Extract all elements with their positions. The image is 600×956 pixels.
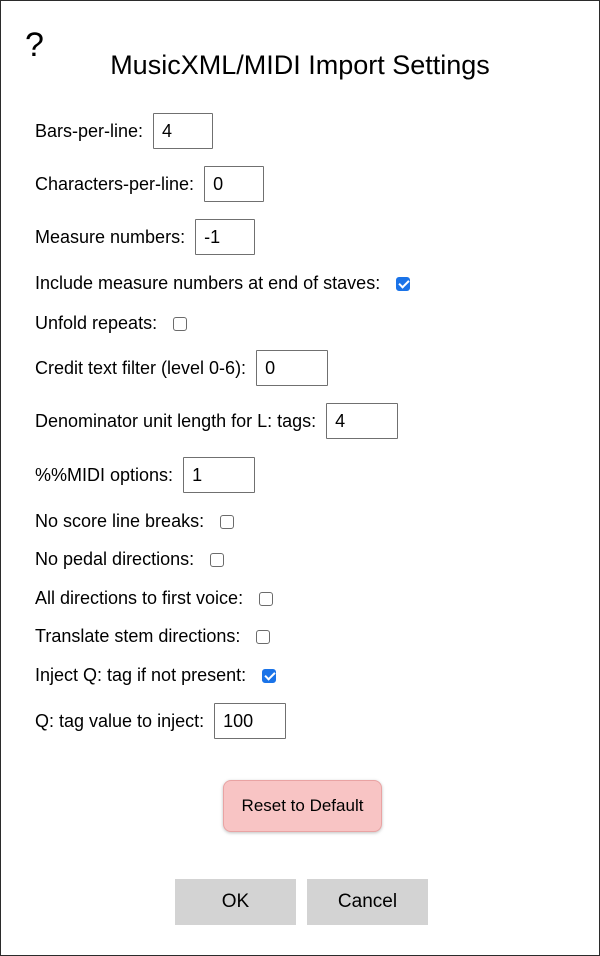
- midi-options-input[interactable]: [183, 457, 255, 493]
- midi-options-label: %%MIDI options:: [35, 464, 174, 485]
- cancel-button[interactable]: Cancel: [307, 879, 428, 925]
- no-score-line-breaks-checkbox[interactable]: [220, 515, 234, 529]
- all-directions-first-voice-label: All directions to first voice:: [35, 588, 244, 608]
- credit-filter-input[interactable]: [256, 350, 328, 386]
- include-measure-end-checkbox[interactable]: [396, 277, 410, 291]
- denominator-unit-label: Denominator unit length for L: tags:: [35, 410, 317, 431]
- credit-filter-label: Credit text filter (level 0-6):: [35, 357, 247, 378]
- bars-per-line-input[interactable]: [153, 113, 213, 149]
- inject-q-row: [35, 665, 276, 686]
- chars-per-line-row: [35, 166, 264, 202]
- measure-numbers-label: Measure numbers:: [35, 226, 186, 247]
- no-score-line-breaks-label: No score line breaks:: [35, 511, 205, 531]
- measure-numbers-input[interactable]: [195, 219, 255, 255]
- bars-per-line-row: [35, 113, 213, 149]
- help-icon[interactable]: ?: [25, 26, 44, 64]
- dialog-title: MusicXML/MIDI Import Settings: [110, 50, 490, 80]
- chars-per-line-label: Characters-per-line:: [35, 173, 195, 194]
- midi-options-row: [35, 457, 255, 493]
- unfold-repeats-row: [35, 313, 187, 334]
- include-measure-end-row: [35, 273, 410, 294]
- credit-filter-row: [35, 350, 328, 386]
- bars-per-line-label: Bars-per-line:: [35, 120, 144, 141]
- no-pedal-directions-label: No pedal directions:: [35, 549, 195, 569]
- all-directions-first-voice-checkbox[interactable]: [259, 592, 273, 606]
- reset-to-default-button[interactable]: Reset to Default: [223, 780, 382, 832]
- no-pedal-directions-checkbox[interactable]: [210, 553, 224, 567]
- inject-q-label: Inject Q: tag if not present:: [35, 665, 247, 685]
- q-value-row: [35, 703, 286, 739]
- denominator-unit-row: [35, 403, 398, 439]
- q-value-label: Q: tag value to inject:: [35, 710, 205, 731]
- measure-numbers-row: [35, 219, 255, 255]
- unfold-repeats-label: Unfold repeats:: [35, 313, 158, 333]
- translate-stem-checkbox[interactable]: [256, 630, 270, 644]
- denominator-unit-input[interactable]: [326, 403, 398, 439]
- all-directions-first-voice-row: [35, 588, 273, 609]
- unfold-repeats-checkbox[interactable]: [173, 317, 187, 331]
- no-score-line-breaks-row: [35, 511, 234, 532]
- ok-button[interactable]: OK: [175, 879, 296, 925]
- q-value-input[interactable]: [214, 703, 286, 739]
- no-pedal-directions-row: [35, 549, 224, 570]
- include-measure-end-label: Include measure numbers at end of staves:: [35, 273, 381, 293]
- inject-q-checkbox[interactable]: [262, 669, 276, 683]
- translate-stem-label: Translate stem directions:: [35, 626, 241, 646]
- chars-per-line-input[interactable]: [204, 166, 264, 202]
- translate-stem-row: [35, 626, 270, 647]
